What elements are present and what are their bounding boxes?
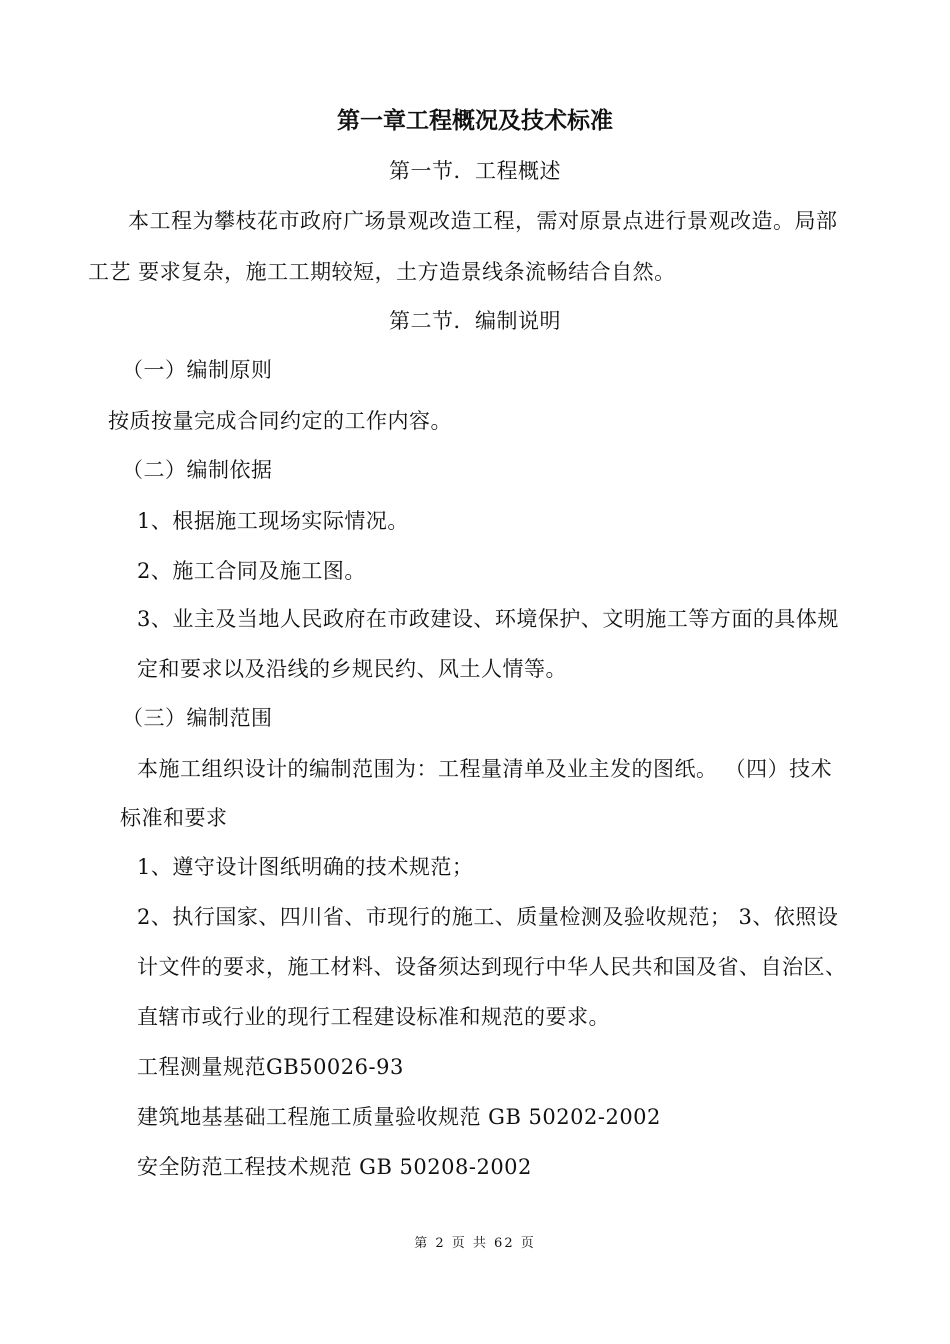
standard-code-1: 工程测量规范GB50026-93 — [137, 1055, 404, 1079]
section-title-overview: 第一节．工程概述 — [389, 159, 561, 183]
overview-paragraph-line2: 工艺 要求复杂，施工工期较短，土方造景线条流畅结合自然。 — [88, 260, 676, 284]
section-title-preparation: 第二节．编制说明 — [389, 309, 561, 333]
page-number-footer: 第 2 页 共 62 页 — [414, 1236, 536, 1251]
basis-heading: （二）编制依据 — [122, 458, 273, 482]
basis-item-3-line1: 3、业主及当地人民政府在市政建设、环境保护、文明施工等方面的具体规 — [137, 607, 839, 631]
standard-item-2-line3: 直辖市或行业的现行工程建设标准和规范的要求。 — [137, 1005, 610, 1029]
standard-code-2: 建筑地基基础工程施工质量验收规范 GB 50202-2002 — [137, 1105, 661, 1129]
scope-text-line2: 标准和要求 — [120, 806, 228, 830]
principle-heading: （一）编制原则 — [122, 358, 273, 382]
scope-text-line1: 本施工组织设计的编制范围为：工程量清单及业主发的图纸。 （四）技术 — [137, 757, 833, 781]
basis-item-2: 2、施工合同及施工图。 — [137, 559, 366, 583]
standard-item-2-line2: 计文件的要求，施工材料、设备须达到现行中华人民共和国及省、自治区、 — [137, 955, 847, 979]
basis-item-1: 1、根据施工现场实际情况。 — [137, 509, 409, 533]
standard-code-3: 安全防范工程技术规范 GB 50208-2002 — [137, 1155, 532, 1179]
principle-text: 按质按量完成合同约定的工作内容。 — [108, 409, 452, 433]
scope-heading: （三）编制范围 — [122, 706, 273, 730]
standard-item-1: 1、遵守设计图纸明确的技术规范； — [137, 855, 474, 879]
basis-item-3-line2: 定和要求以及沿线的乡规民约、风土人情等。 — [137, 657, 567, 681]
chapter-title: 第一章工程概况及技术标准 — [337, 108, 613, 134]
overview-paragraph-line1: 本工程为攀枝花市政府广场景观改造工程，需对原景点进行景观改造。局部 — [128, 209, 838, 233]
standard-item-2-line1: 2、执行国家、四川省、市现行的施工、质量检测及验收规范； 3、依照设 — [137, 905, 839, 929]
